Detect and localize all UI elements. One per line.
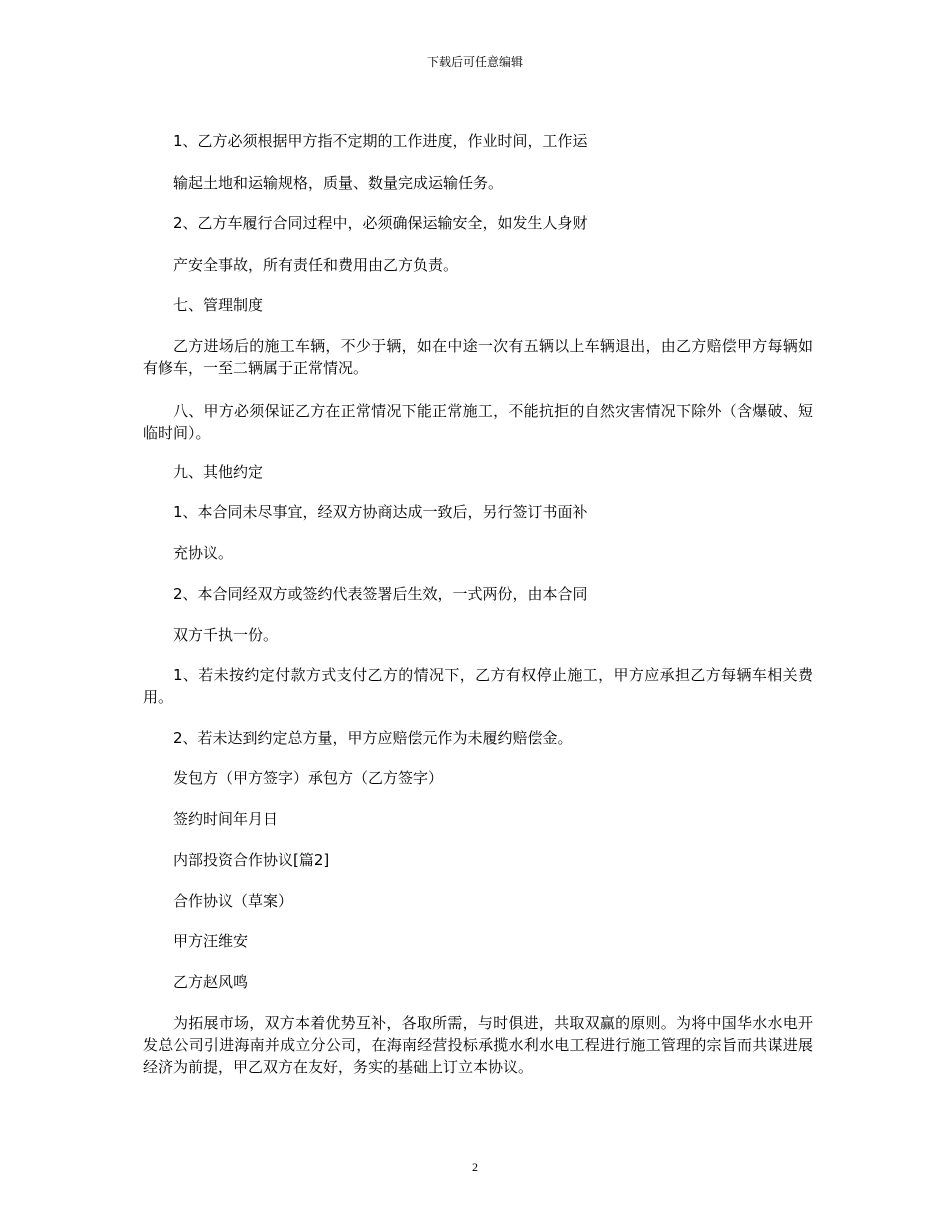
paragraph: 双方千执一份。 (173, 626, 279, 644)
page-number: 2 (472, 1160, 478, 1174)
paragraph: 充协议。 (173, 544, 234, 562)
page-header: 下载后可任意编辑 (426, 55, 523, 69)
paragraph: 八、甲方必须保证乙方在正常情况下能正常施工，不能抗拒的自然灾害情况下除外（含爆破、短临时间）。 (143, 402, 813, 442)
paragraph: 1、若未按约定付款方式支付乙方的情况下，乙方有权停止施工，甲方应承担乙方每辆车相关费用。 (143, 666, 813, 706)
paragraph: 2、乙方车履行合同过程中，必须确保运输安全，如发生人身财 (173, 214, 588, 232)
paragraph: 2、若未达到约定总方量，甲方应赔偿元作为未履约赔偿金。 (173, 729, 573, 747)
paragraph: 为拓展市场，双方本着优势互补，各取所需，与时俱进，共取双赢的原则。为将中国华水水电开发总公司引进海南并成立分公司，在海南经营投标承揽水利水电工程进行施工管理的宗旨而共谋进展经济为前提，甲乙双方在友好，务实的基础上订立本协议。 (143, 1014, 813, 1076)
agreement-title: 合作协议（草案） (173, 892, 294, 910)
paragraph: 1、本合同未尽事宜，经双方协商达成一致后，另行签订书面补 (173, 503, 588, 521)
party-b: 乙方赵风鸣 (173, 973, 249, 991)
section-title: 内部投资合作协议[篇2] (173, 851, 330, 869)
section-heading: 九、其他约定 (173, 463, 264, 481)
paragraph: 输起土地和运输规格，质量、数量完成运输任务。 (173, 174, 504, 192)
paragraph: 1、乙方必须根据甲方指不定期的工作进度，作业时间，工作运 (173, 132, 588, 150)
signature-line: 发包方（甲方签字）承包方（乙方签字） (173, 769, 444, 787)
date-line: 签约时间年月日 (173, 810, 279, 828)
paragraph: 乙方进场后的施工车辆，不少于辆，如在中途一次有五辆以上车辆退出，由乙方赔偿甲方每辆如有修车，一至二辆属于正常情况。 (143, 337, 813, 377)
party-a: 甲方汪维安 (173, 932, 249, 950)
section-heading: 七、管理制度 (173, 296, 264, 314)
paragraph: 2、本合同经双方或签约代表签署后生效，一式两份，由本合同 (173, 585, 588, 603)
paragraph: 产安全事故，所有责任和费用由乙方负责。 (173, 256, 459, 274)
